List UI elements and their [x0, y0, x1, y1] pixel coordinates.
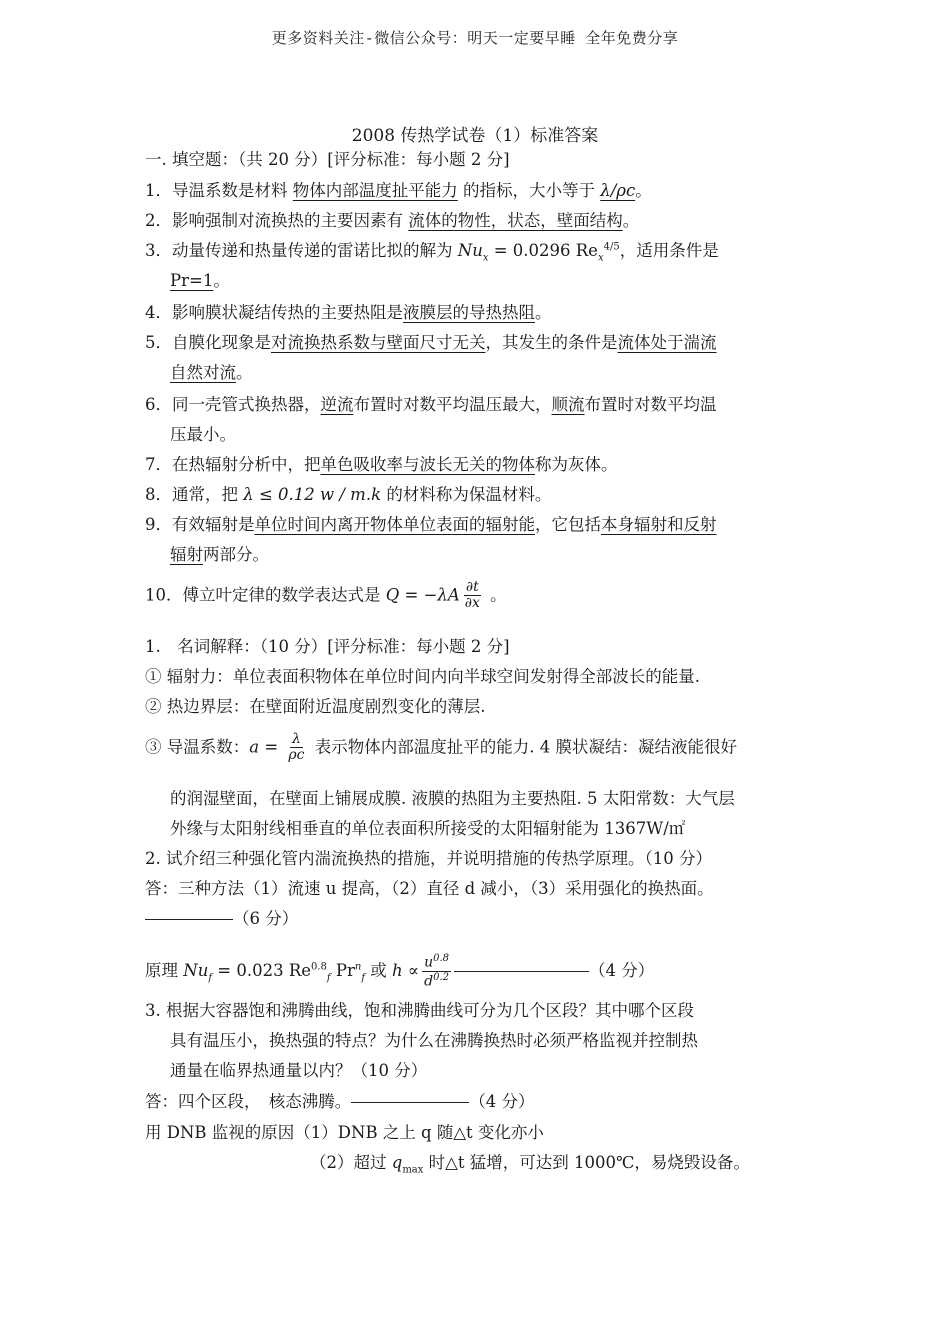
answer-dnb-cont: （2）超过 $q_{max}$ 时△t 猛增，可达到 1000℃，易烧毁设备。	[310, 1153, 750, 1176]
question-8: 8．通常，把 λ ≤ 0.12 w / m.k 的材料称为保温材料。	[145, 485, 552, 504]
question-7: 7．在热辐射分析中，把单色吸收率与波长无关的物体称为灰体。	[145, 455, 618, 474]
question-1: 1．导温系数是材料 物体内部温度扯平能力 的指标，大小等于 λ/ρc。	[145, 181, 652, 200]
question-4: 4．影响膜状凝结传热的主要热阻是液膜层的导热热阻。	[145, 303, 552, 322]
question-9: 9．有效辐射是单位时间内离开物体单位表面的辐射能，它包括本身辐射和反射	[145, 515, 717, 534]
question-2: 2．影响强制对流换热的主要因素有 流体的物性，状态，壁面结构。	[145, 211, 640, 230]
question-3-long-cont: 通量在临界热通量以内？（10 分）	[170, 1061, 428, 1080]
definition-3-cont: 外缘与太阳射线相垂直的单位表面积所接受的太阳辐射能为 1367W/㎡	[170, 819, 686, 838]
question-6-cont: 压最小。	[170, 425, 236, 444]
answer: 答：三种方法（1）流速 u 提高，（2）直径 d 减小，（3）采用强化的换热面。	[145, 879, 714, 898]
definition-3: ③ 导温系数：a = $\frac{\lambda}{\rho c}$ 表示物体内部温度扯平的能力. 4 膜状凝结：凝结液能很好	[145, 731, 737, 764]
section-heading: 1. 名词解释：（10 分）[评分标准：每小题 2 分]	[145, 637, 510, 656]
definition-1: ① 辐射力：单位表面积物体在单位时间内向半球空间发射得全部波长的能量.	[145, 667, 700, 686]
question-9-cont: 辐射两部分。	[170, 545, 269, 564]
question-3-long-cont: 具有温压小，换热强的特点？为什么在沸腾换热时必须严格监视并控制热	[170, 1031, 698, 1050]
question-3-cont: Pr=1。	[170, 271, 230, 290]
top-banner: 更多资料关注-微信公众号：明天一定要早睡 全年免费分享	[271, 29, 679, 47]
question-10: 10．傅立叶定律的数学表达式是 Q = −λA $\frac{\partial t}{\partial x}$ 。	[145, 579, 507, 612]
score-line: （6 分）	[145, 909, 298, 929]
section-heading: 一. 填空题：（共 20 分）[评分标准：每小题 2 分]	[145, 150, 510, 169]
answer-dnb: 用 DNB 监视的原因（1）DNB 之上 q 随△t 变化亦小	[145, 1123, 544, 1142]
question-2-long: 2. 试介绍三种强化管内湍流换热的措施，并说明措施的传热学原理。（10 分）	[145, 849, 712, 868]
definition-3-cont: 的润湿壁面，在壁面上铺展成膜. 液膜的热阻为主要热阻. 5 太阳常数：大气层	[170, 789, 735, 808]
question-3: 3．动量传递和热量传递的雷诺比拟的解为 $Nu_x = 0.0296$ $Re_x^{4/5}$，适用条件是	[145, 241, 719, 264]
question-6: 6．同一壳管式换热器，逆流布置时对数平均温压最大，顺流布置时对数平均温	[145, 395, 717, 414]
partial-derivative: $\frac{\partial t}{\partial x}$	[464, 579, 480, 612]
principle-formula: 原理 $Nu_f = 0.023$ $Re^{0.8}_f$ $Pr^n_f$ 或 h ∝ $\frac{u^{0.8}}{d^{0.2}}$ （4 分）	[145, 953, 655, 990]
question-5-cont: 自然对流。	[170, 363, 253, 382]
question-5: 5．自膜化现象是对流换热系数与壁面尺寸无关，其发生的条件是流体处于湍流	[145, 333, 717, 352]
question-3-long: 3. 根据大容器饱和沸腾曲线，饱和沸腾曲线可分为几个区段？其中哪个区段	[145, 1001, 694, 1020]
fraction: $\frac{\lambda}{\rho c}$	[288, 731, 305, 764]
fraction: $\frac{u^{0.8}}{d^{0.2}}$	[424, 953, 449, 990]
page-title: 2008 传热学试卷（1）标准答案	[351, 126, 599, 146]
definition-2: ② 热边界层：在壁面附近温度剧烈变化的薄层.	[145, 697, 486, 716]
answer: 答：四个区段， 核态沸腾。 （4 分）	[145, 1092, 535, 1111]
